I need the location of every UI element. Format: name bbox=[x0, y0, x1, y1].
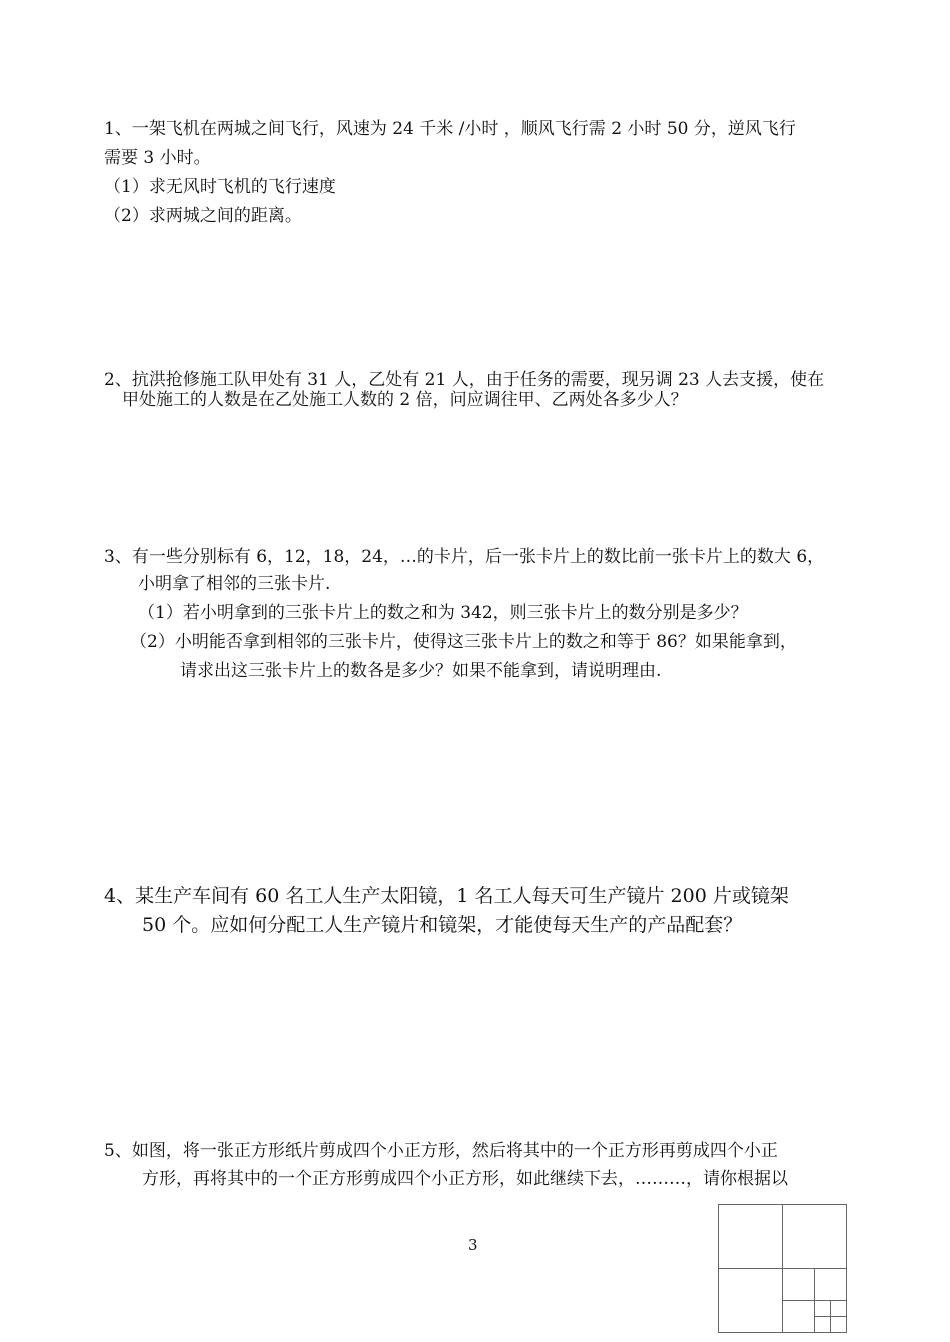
page-number: 3 bbox=[468, 1236, 478, 1254]
q4-line-1: 4、某生产车间有 60 名工人生产太阳镜，1 名工人每天可生产镜片 200 片或镜架 bbox=[104, 885, 789, 907]
q3-sub-1: （1）若小明拿到的三张卡片上的数之和为 342，则三张卡片上的数分别是多少？ bbox=[138, 603, 748, 623]
nested-squares-figure bbox=[718, 1204, 848, 1334]
q5-line-2: 方形，再将其中的一个正方形剪成四个小正方形，如此继续下去，………，请你根据以 bbox=[142, 1169, 788, 1189]
q1-line-2: 需要 3 小时。 bbox=[104, 148, 211, 168]
q1-sub-1: （1）求无风时飞机的飞行速度 bbox=[104, 177, 336, 197]
q3-sub-2-cont: 请求出这三张卡片上的数各是多少？如果不能拿到，请说明理由. bbox=[180, 661, 662, 681]
q3-line-1: 3、有一些分别标有 6，12，18，24，…的卡片，后一张卡片上的数比前一张卡片上的数大 6， bbox=[104, 547, 825, 567]
q1-sub-2: （2）求两城之间的距离。 bbox=[104, 206, 302, 226]
q4-line-2: 50 个。应如何分配工人生产镜片和镜架，才能使每天生产的产品配套？ bbox=[142, 914, 743, 936]
q3-sub-2: （2）小明能否拿到相邻的三张卡片，使得这三张卡片上的数之和等于 86？如果能拿到， bbox=[130, 632, 797, 652]
q3-line-2: 小明拿了相邻的三张卡片. bbox=[138, 574, 331, 594]
q2-line-1: 2、抗洪抢修施工队甲处有 31 人，乙处有 21 人，由于任务的需要，现另调 23 人去支援，使在 bbox=[104, 370, 825, 390]
q5-line-1: 5、如图，将一张正方形纸片剪成四个小正方形，然后将其中的一个正方形再剪成四个小正 bbox=[104, 1141, 778, 1161]
q2-line-2: 甲处施工的人数是在乙处施工人数的 2 倍，问应调往甲、乙两处各多少人？ bbox=[122, 390, 688, 410]
q1-line-1: 1、一架飞机在两城之间飞行，风速为 24 千米 /小时 ，顺风飞行需 2 小时 50 分，逆风飞行 bbox=[104, 119, 796, 139]
